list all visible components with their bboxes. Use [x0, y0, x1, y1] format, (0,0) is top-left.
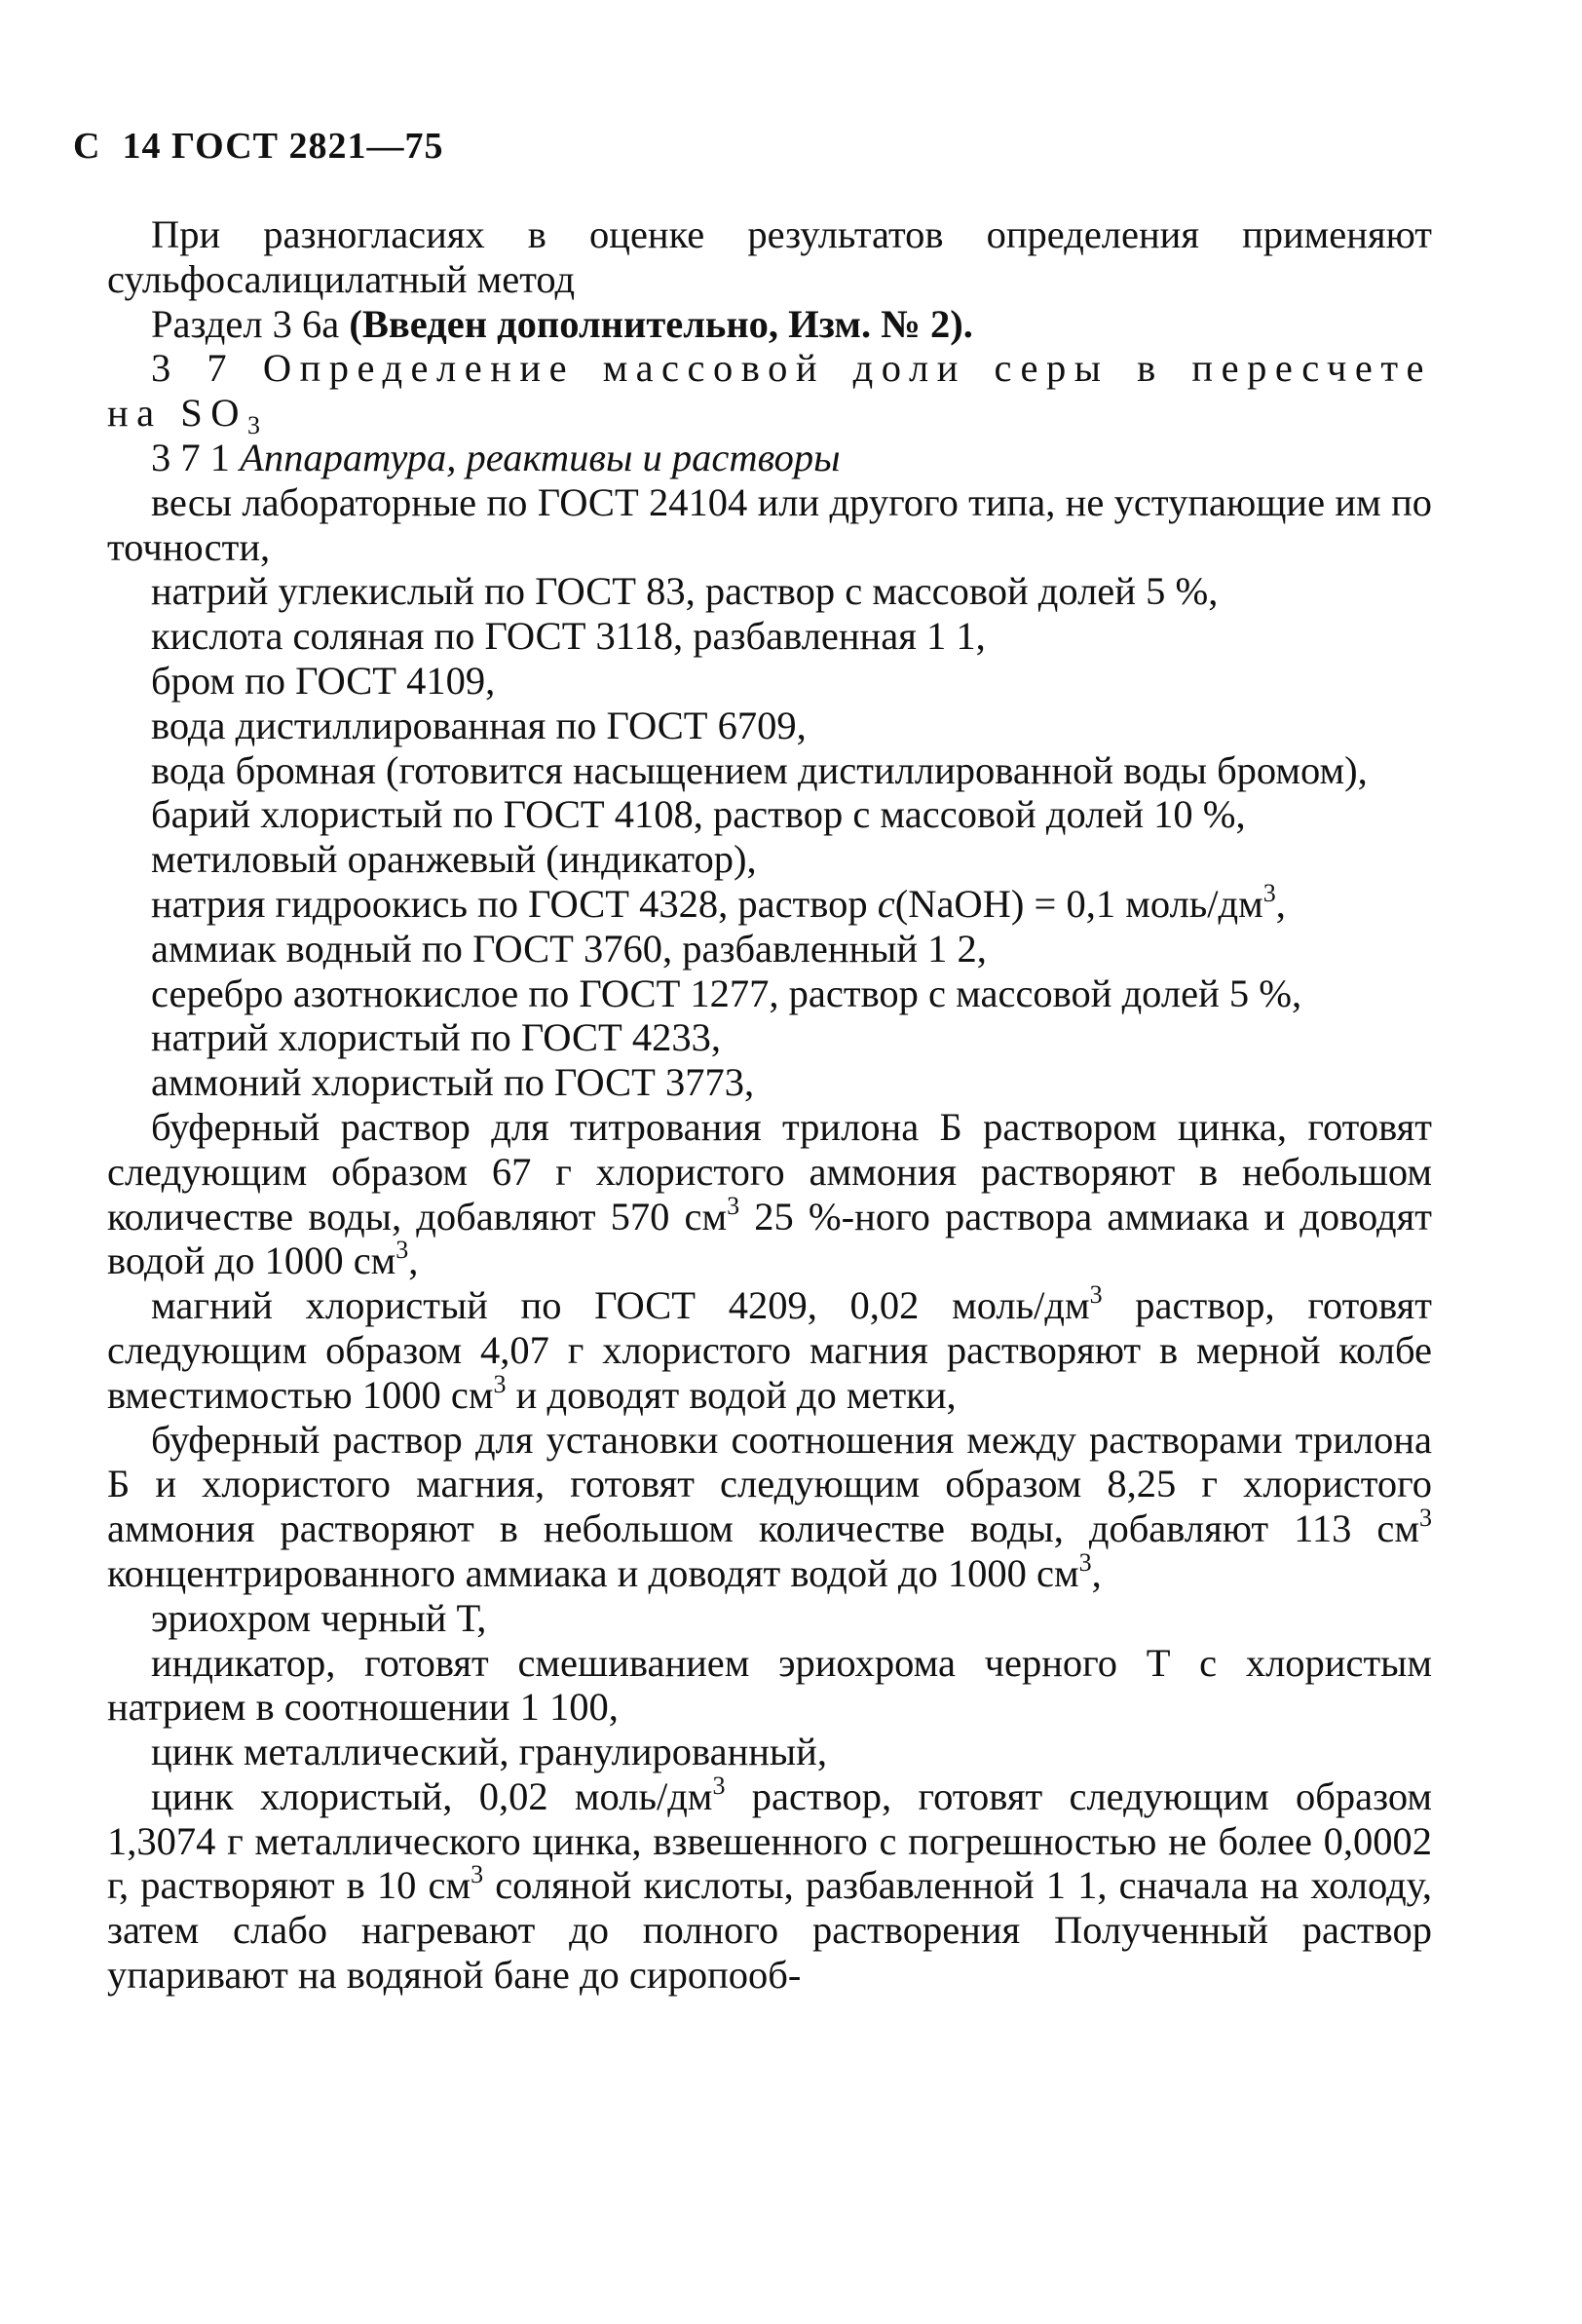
document-body	[107, 212, 1432, 1998]
section-ref: Раздел 3 6а	[151, 301, 350, 346]
list-item	[107, 878, 1432, 927]
list-item-text: аммиак водный по ГОСТ 3760, разбавленный 1 2,	[151, 926, 987, 971]
list-item	[107, 659, 1432, 704]
list-item	[107, 1060, 1432, 1105]
list-item-text: натрий углекислый по ГОСТ 83, раствор с массовой долей 5 %,	[151, 569, 1219, 614]
superscript: 3	[1262, 878, 1276, 907]
paragraph	[107, 212, 1432, 302]
list-item-text: натрий хлористый по ГОСТ 4233,	[151, 1015, 722, 1060]
list-item-text: барий хлористый по ГОСТ 4108, раствор с массовой долей 10 %,	[151, 792, 1246, 837]
list-item-text: буферный раствор для установки соотношения между растворами трилона Б и хлористого магния, готовят следующим образом 8,25 г хлористого аммония растворяют в небольшом количестве воды, добавляют 113 см	[107, 1417, 1432, 1551]
list-item-text: 25 %-ного раствора аммиака и доводят водой до 1000 см	[107, 1194, 1432, 1283]
list-item	[107, 1105, 1432, 1283]
superscript: 3	[727, 1191, 740, 1220]
header-page-number: 14	[122, 126, 162, 167]
subsection-heading-3-7-1	[107, 436, 1432, 480]
subsection-number: 3 7 1	[151, 435, 241, 479]
list-item	[107, 1596, 1432, 1641]
superscript: 3	[396, 1236, 409, 1265]
list-item-text: и доводят водой до метки,	[506, 1372, 957, 1417]
list-item-text: весы лабораторные по ГОСТ 24104 или другого типа, не уступающие им по точности,	[107, 479, 1432, 569]
subscript: 3	[247, 411, 269, 440]
list-item-text: серебро азотнокислое по ГОСТ 1277, раствор с массовой долей 5 %,	[151, 971, 1302, 1015]
list-item	[107, 1730, 1432, 1774]
list-item	[107, 569, 1432, 614]
paragraph-amendment-note	[107, 302, 1432, 347]
page-header	[73, 125, 444, 168]
list-item-text: кислота соляная по ГОСТ 3118, разбавленная 1 1,	[151, 614, 986, 659]
list-item-text: соляной кислоты, разбавленной 1 1, сначала на холоду, затем слабо нагревают до полного растворения Полученный раствор упаривают на водяной бане до сиропооб-	[107, 1863, 1432, 1998]
list-item	[107, 1280, 1432, 1417]
list-item-text: магний хлористый по ГОСТ 4209, 0,02 моль/дм	[151, 1283, 1090, 1328]
subsection-title: Аппаратура, реактивы и растворы	[240, 435, 841, 479]
list-item-text: раствор, готовят следующим образом 4,07 г хлористого магния растворяют в мерной колбе вместимостью 1000 см	[107, 1283, 1432, 1417]
list-item-text: аммоний хлористый по ГОСТ 3773,	[151, 1060, 755, 1105]
list-item-text: буферный раствор для титрования трилона Б раствором цинка, готовят следующим образом 67 г хлористого аммония растворяют в небольшом количестве воды, добавляют 570 см	[107, 1104, 1432, 1238]
list-item	[107, 748, 1432, 793]
list-item	[107, 792, 1432, 837]
concentration-symbol: c	[877, 881, 895, 926]
list-item	[107, 480, 1432, 570]
superscript: 3	[471, 1860, 484, 1889]
list-item	[107, 1015, 1432, 1060]
list-item-text: метиловый оранжевый (индикатор),	[151, 837, 757, 882]
list-item	[107, 927, 1432, 972]
list-item-text: концентрированного аммиака и доводят водой до 1000 см	[107, 1550, 1079, 1595]
punctuation: ,	[1091, 1550, 1102, 1595]
list-item-text: натрия гидроокись по ГОСТ 4328, раствор	[151, 881, 878, 926]
superscript: 3	[1078, 1547, 1092, 1577]
list-item-text: вода бромная (готовится насыщением дистиллированной воды бромом),	[151, 747, 1368, 792]
list-item	[107, 704, 1432, 748]
superscript: 3	[493, 1369, 507, 1398]
list-item	[107, 614, 1432, 659]
section-heading-text: 3 7 Определение массовой доли серы в пересчете на SO	[107, 346, 1432, 436]
header-prefix: С	[73, 126, 101, 167]
punctuation: ,	[408, 1238, 419, 1283]
list-item	[107, 1771, 1433, 1998]
list-item	[107, 837, 1432, 882]
list-item-text: вода дистиллированная по ГОСТ 6709,	[151, 703, 807, 747]
list-item-text: цинк хлористый, 0,02 моль/дм	[151, 1773, 713, 1818]
section-heading-3-7	[107, 346, 1432, 440]
superscript: 3	[1419, 1504, 1432, 1533]
list-item-text: эриохром черный Т,	[151, 1595, 487, 1640]
superscript: 3	[1089, 1280, 1103, 1310]
list-item	[107, 1418, 1432, 1596]
paragraph-text: При разногласиях в оценке результатов определения применяют сульфосалицилатный метод	[107, 212, 1432, 301]
list-item-text: цинк металлический, гранулированный,	[151, 1730, 827, 1774]
list-item	[107, 972, 1432, 1016]
list-item-text: (NaOH) = 0,1 моль/дм	[894, 881, 1263, 926]
list-item-text: индикатор, готовят смешиванием эриохрома черного Т с хлористым натрием в соотношении 1 100,	[107, 1640, 1432, 1730]
superscript: 3	[712, 1771, 726, 1800]
punctuation: ,	[1275, 881, 1286, 926]
list-item-text: бром по ГОСТ 4109,	[151, 658, 496, 703]
amendment-note: (Введен дополнительно, Изм. № 2).	[349, 301, 973, 346]
list-item	[107, 1641, 1432, 1731]
list-item-text: раствор, готовят следующим образом 1,3074 г металлического цинка, взвешенного с погрешностью не более 0,0002 г, растворяют в 10 см	[107, 1773, 1433, 1908]
header-standard: ГОСТ 2821—75	[170, 126, 444, 167]
